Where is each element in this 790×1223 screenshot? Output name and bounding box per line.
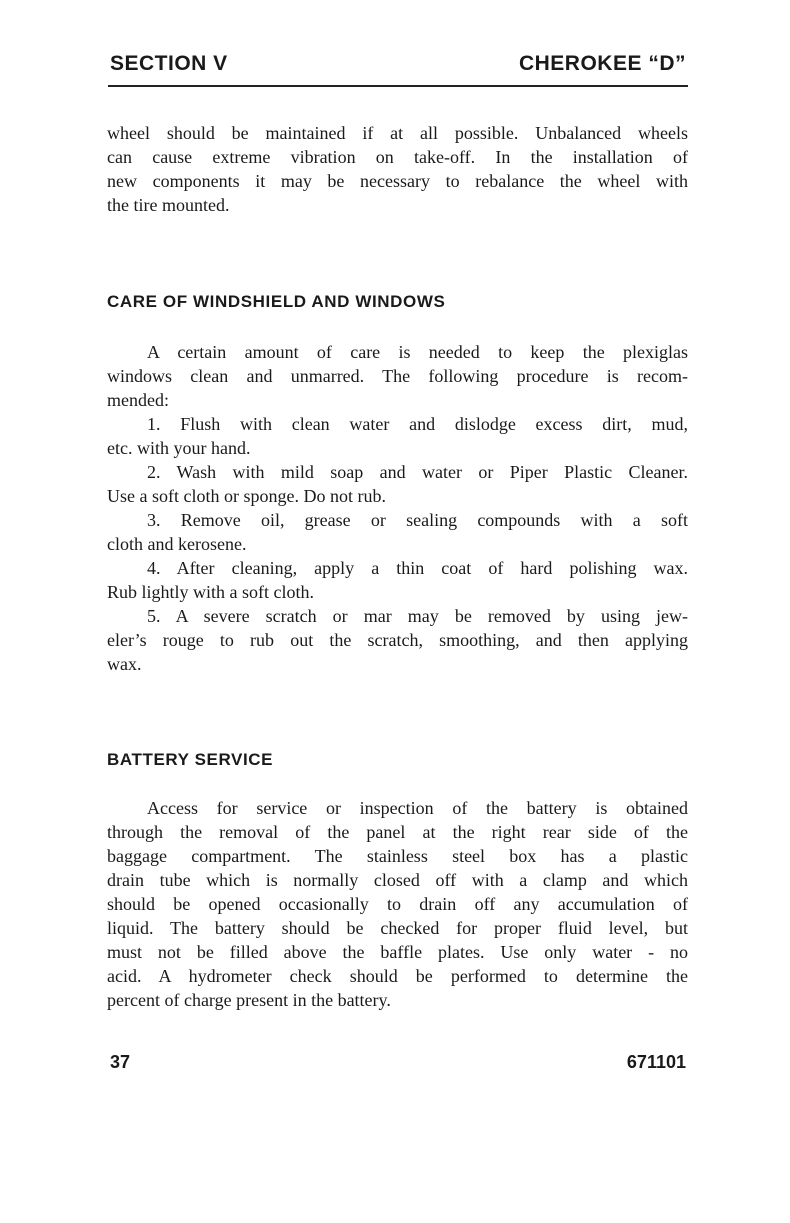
heading-battery-service: BATTERY SERVICE xyxy=(107,750,274,769)
text-line: 3. Remove oil, grease or sealing compounds with a soft xyxy=(147,510,688,530)
paragraph xyxy=(107,796,688,1012)
section-label: SECTION V xyxy=(110,52,228,75)
section-windshield-care xyxy=(107,340,688,676)
text-line: the tire mounted. xyxy=(107,195,230,215)
paragraph xyxy=(107,121,688,217)
text-line: must not be filled above the baffle plates. Use only water - no xyxy=(107,942,688,962)
text-line: through the removal of the panel at the right rear side of the xyxy=(107,822,688,842)
page-number: 37 xyxy=(110,1052,131,1072)
text-line: acid. A hydrometer check should be performed to determine the xyxy=(107,966,688,986)
text-line: new components it may be necessary to rebalance the wheel with xyxy=(107,171,688,191)
paragraph xyxy=(107,460,688,508)
text-line: liquid. The battery should be checked for proper fluid level, but xyxy=(107,918,688,938)
text-line: baggage compartment. The stainless steel box has a plastic xyxy=(107,846,688,866)
text-line: Rub lightly with a soft cloth. xyxy=(107,582,314,602)
document-number: 671101 xyxy=(626,1052,686,1072)
paragraph xyxy=(107,508,688,556)
text-line: wheel should be maintained if at all possible. Unbalanced wheels xyxy=(107,123,688,143)
text-line: 5. A severe scratch or mar may be removed by using jew- xyxy=(147,606,688,626)
text-line: cloth and kerosene. xyxy=(107,534,247,554)
text-line: drain tube which is normally closed off with a clamp and which xyxy=(107,870,688,890)
paragraph xyxy=(107,340,688,412)
heading-windshield-care: CARE OF WINDSHIELD AND WINDOWS xyxy=(107,292,446,311)
header-rule xyxy=(108,85,688,87)
text-line: 2. Wash with mild soap and water or Piper Plastic Cleaner. xyxy=(147,462,688,482)
text-line: windows clean and unmarred. The following procedure is recom- xyxy=(107,366,688,386)
text-line: can cause extreme vibration on take-off. In the installation of xyxy=(107,147,688,167)
paragraph-wheel-balance xyxy=(107,121,688,217)
text-line: Access for service or inspection of the battery is obtained xyxy=(147,798,688,818)
text-line: should be opened occasionally to drain off any accumulation of xyxy=(107,894,688,914)
text-line: 1. Flush with clean water and dislodge excess dirt, mud, xyxy=(147,414,688,434)
paragraph xyxy=(107,556,688,604)
model-label: CHEROKEE “D” xyxy=(518,52,686,75)
section-battery-service xyxy=(107,796,688,1012)
text-line: eler’s rouge to rub out the scratch, smoothing, and then applying xyxy=(107,630,688,650)
text-line: A certain amount of care is needed to keep the plexiglas xyxy=(147,342,688,362)
text-line: percent of charge present in the battery. xyxy=(107,990,391,1010)
paragraph xyxy=(107,604,688,676)
text-line: 4. After cleaning, apply a thin coat of hard polishing wax. xyxy=(147,558,688,578)
text-line: Use a soft cloth or sponge. Do not rub. xyxy=(107,486,386,506)
text-line: wax. xyxy=(107,654,142,674)
text-line: mended: xyxy=(107,390,169,410)
text-line: etc. with your hand. xyxy=(107,438,251,458)
paragraph xyxy=(107,412,688,460)
